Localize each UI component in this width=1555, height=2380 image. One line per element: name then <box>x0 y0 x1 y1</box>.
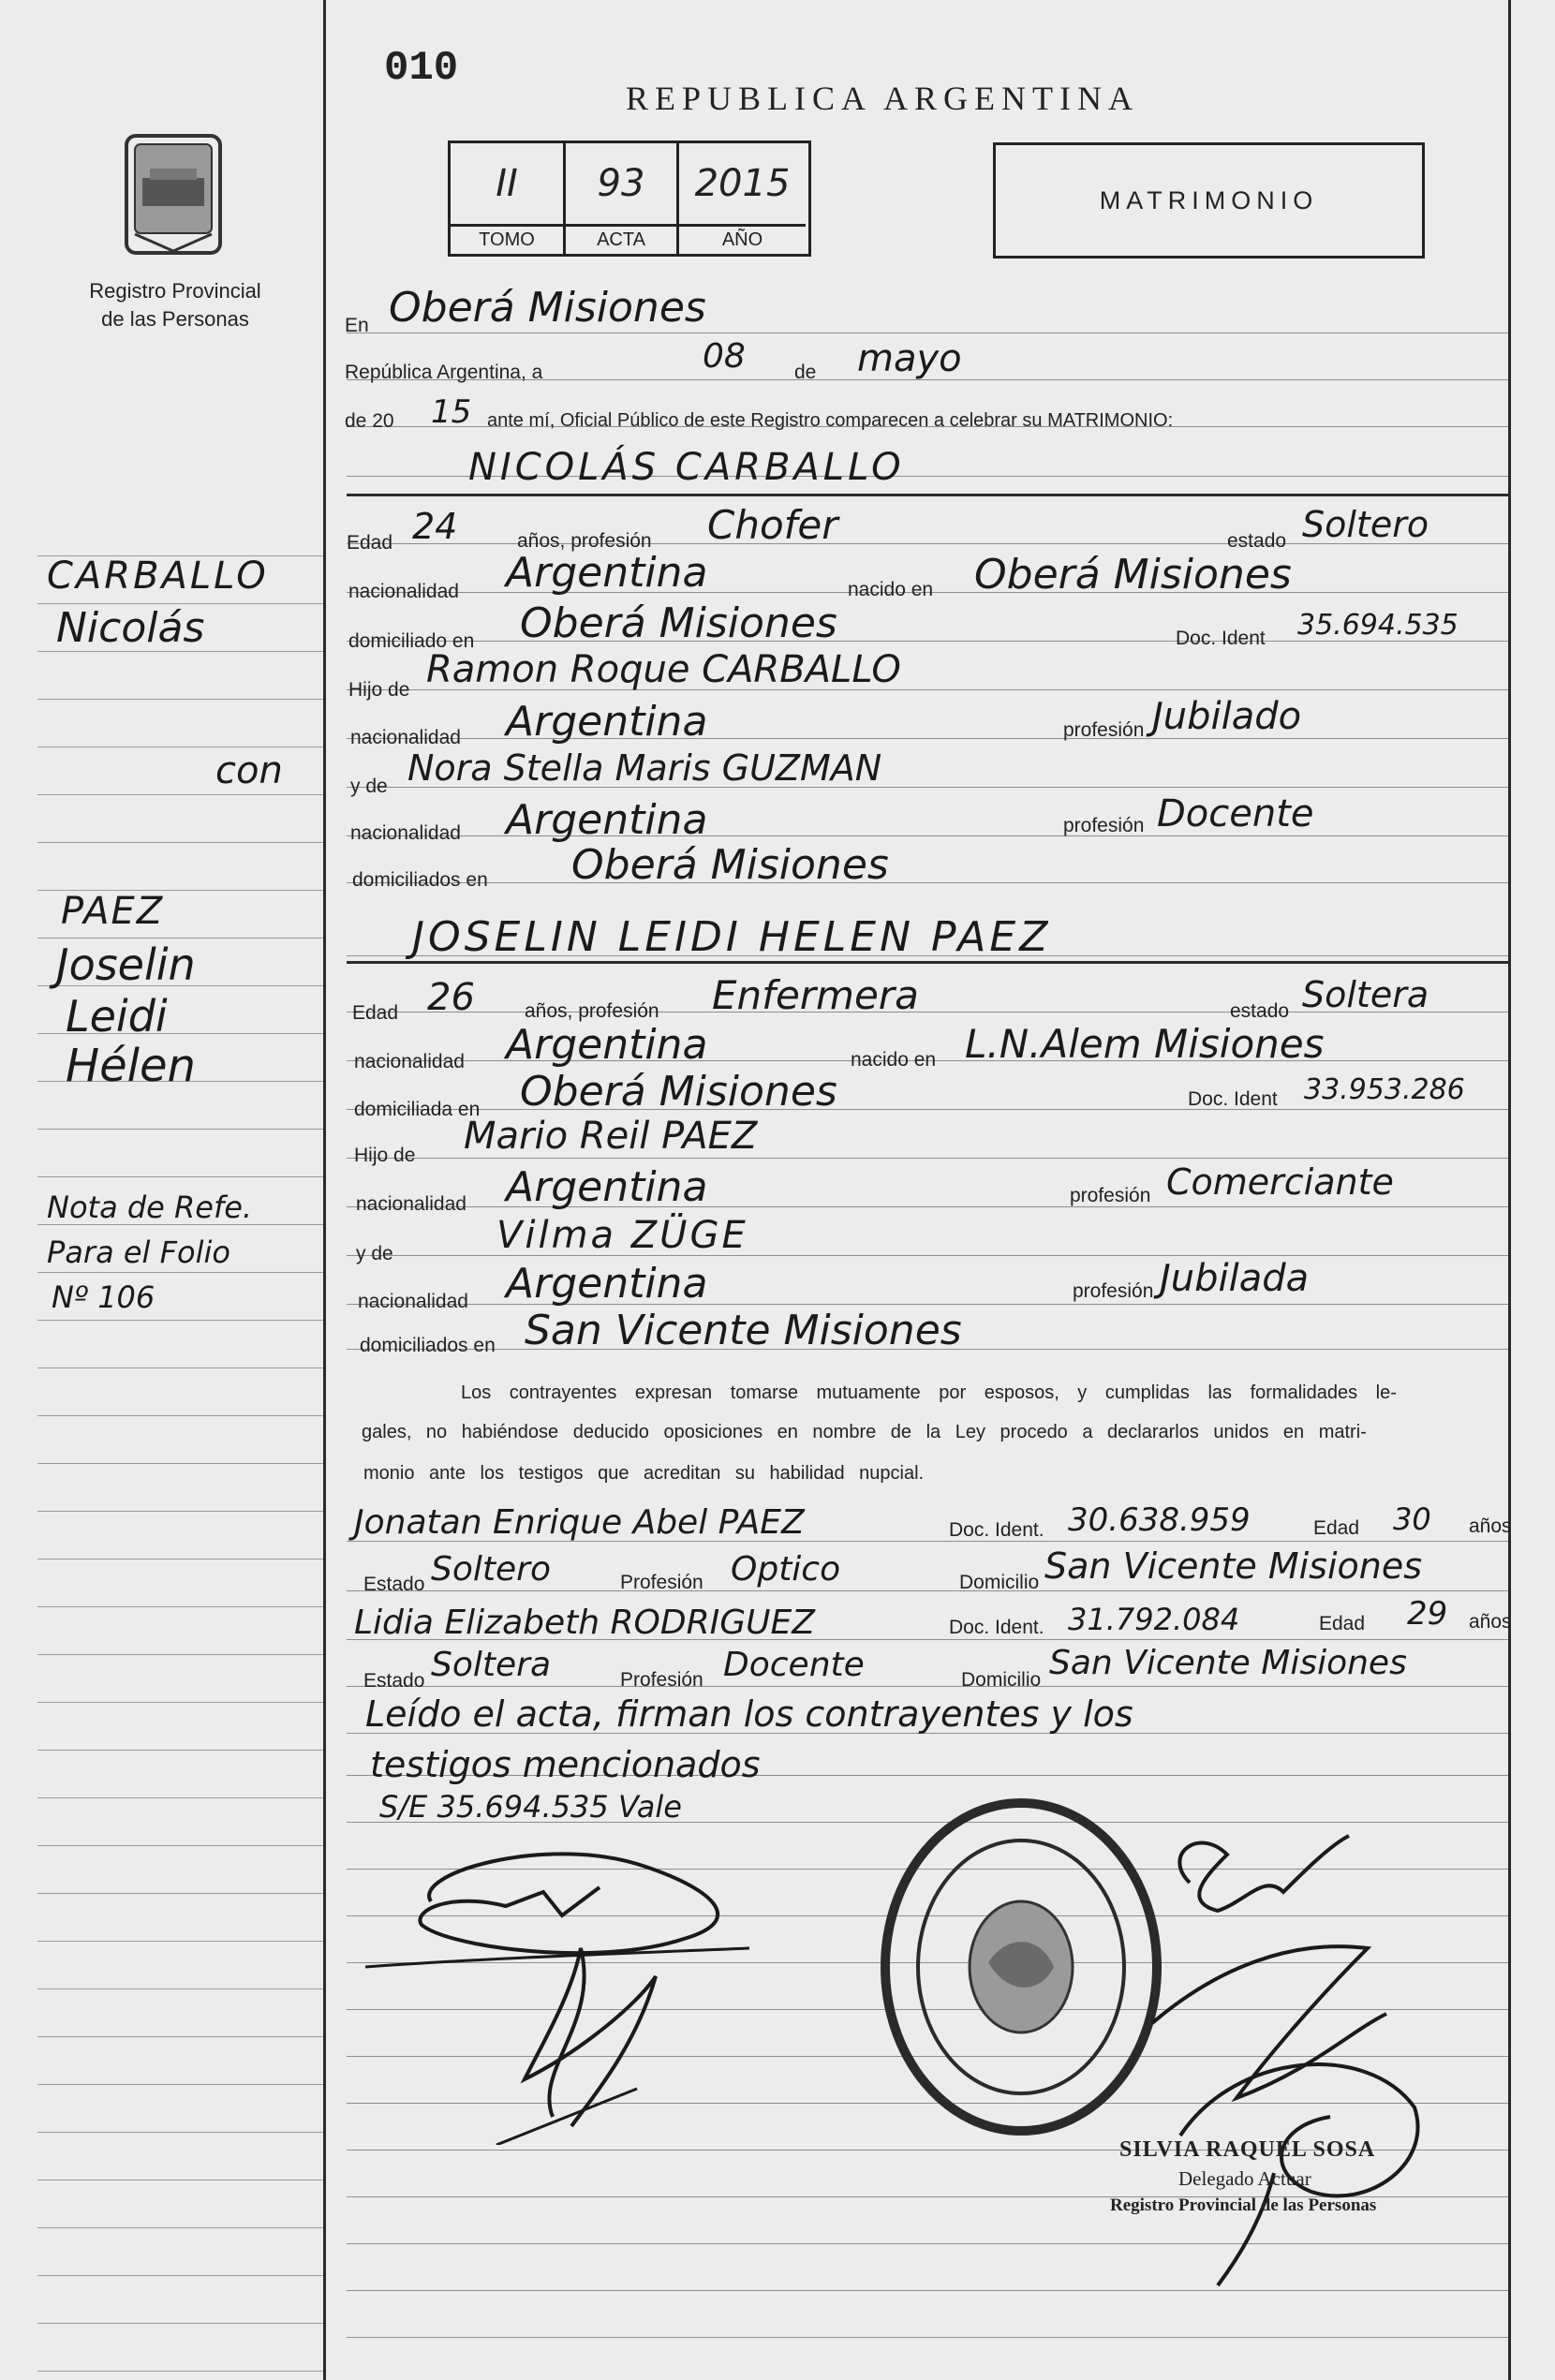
margin-rule-line <box>37 2371 323 2372</box>
witness2-anos-label: años <box>1469 1611 1512 1633</box>
bride-domicilio: Oberá Misiones <box>520 1068 837 1116</box>
groom-nacionalidad-label: nacionalidad <box>348 581 459 602</box>
body-rule-line <box>347 882 1508 883</box>
intro-text: ante mí, Oficial Público de este Registro comparecen a celebrar su MATRIMONIO: <box>487 410 1174 431</box>
groom-doc: 35.694.535 <box>1297 609 1459 642</box>
section-divider-bride <box>347 961 1508 964</box>
declaration-line-2: gales, no habiéndose deducido oposiciones en nombre de la Ley procedo a declararlos unidos en matri- <box>362 1422 1367 1442</box>
bride-nacionalidad-label: nacionalidad <box>354 1051 465 1072</box>
margin-name-bride-2: Leidi <box>66 991 168 1042</box>
bride-padre-prof-label: profesión <box>1070 1185 1151 1206</box>
witness2-name: Lidia Elizabeth RODRIGUEZ <box>354 1604 815 1642</box>
bride-madre-prof-label: profesión <box>1073 1280 1154 1302</box>
witness1-profesion-label: Profesión <box>620 1572 703 1593</box>
margin-rule-line <box>37 2084 323 2085</box>
country-title: REPUBLICA ARGENTINA <box>626 80 1140 117</box>
anio-value: 2015 <box>694 162 791 205</box>
bride-padre-nac-label: nacionalidad <box>356 1193 466 1215</box>
closing-line-1: Leído el acta, firman los contrayentes y los <box>365 1693 1133 1735</box>
official-registry: Registro Provincial de las Personas <box>1110 2195 1377 2215</box>
margin-rule-line <box>37 1893 323 1894</box>
groom-nacido-label: nacido en <box>848 579 934 600</box>
margin-rule-line <box>37 1845 323 1846</box>
provincial-crest-logo <box>122 131 225 258</box>
margin-rule-line <box>37 2227 323 2228</box>
body-rule-line <box>347 2337 1508 2338</box>
bride-anos-profesion-label: años, profesión <box>525 1000 659 1022</box>
margin-note-3: Nº 106 <box>52 1279 156 1315</box>
bride-madre: Vilma ZÜGE <box>496 1214 748 1257</box>
declaration-line-1: Los contrayentes expresan tomarse mutuamente por esposos, y cumplidas las formalidades le- <box>461 1382 1397 1403</box>
groom-padres-domicilio: Oberá Misiones <box>571 841 889 889</box>
witness1-name: Jonatan Enrique Abel PAEZ <box>354 1503 805 1542</box>
document-type-box: MATRIMONIO <box>993 142 1425 259</box>
folio-number: 010 <box>384 45 459 92</box>
witness2-domicilio-label: Domicilio <box>961 1669 1042 1691</box>
tomo-acta-ano-box <box>448 140 811 257</box>
margin-rule-line <box>37 938 323 939</box>
bride-padre: Mario Reil PAEZ <box>464 1115 758 1158</box>
groom-edad-label: Edad <box>347 532 393 554</box>
witness2-dom: San Vicente Misiones <box>1049 1644 1407 1682</box>
groom-madre-nac-label: nacionalidad <box>350 822 461 844</box>
intro-year: 15 <box>431 393 472 431</box>
body-rule-line <box>347 1158 1508 1159</box>
witness2-profesion-label: Profesión <box>620 1669 703 1691</box>
groom-domiciliado-label: domiciliado en <box>348 630 475 652</box>
witness2-estado: Soltera <box>431 1646 552 1684</box>
groom-padre-nac: Argentina <box>506 698 708 746</box>
bride-nacido: L.N.Alem Misiones <box>965 1021 1325 1067</box>
bride-estado: Soltera <box>1302 974 1429 1015</box>
acta-label: ACTA <box>566 224 679 254</box>
intro-day: 08 <box>703 337 746 376</box>
margin-rule-line <box>37 1654 323 1655</box>
margin-rule-line <box>37 2036 323 2037</box>
margin-rule-line <box>37 1367 323 1368</box>
groom-madre-prof-label: profesión <box>1063 815 1145 836</box>
bride-yde-label: y de <box>356 1243 393 1264</box>
groom-nacionalidad: Argentina <box>506 549 708 597</box>
bride-domiciliada-label: domiciliada en <box>354 1099 481 1120</box>
margin-rule-line <box>37 1559 323 1560</box>
groom-madre: Nora Stella Maris GUZMAN <box>407 747 882 789</box>
bride-padres-domicilio: San Vicente Misiones <box>525 1307 962 1354</box>
anio-label: AÑO <box>679 224 806 254</box>
right-border <box>1508 0 1511 2380</box>
witness2-doc-label: Doc. Ident. <box>949 1617 1044 1638</box>
witness1-dom: San Vicente Misiones <box>1044 1545 1423 1587</box>
margin-con: con <box>215 749 283 792</box>
year-prefix: de 20 <box>345 410 394 432</box>
groom-yde-label: y de <box>350 776 388 797</box>
witness2-estado-label: Estado <box>363 1670 425 1692</box>
witness-and-official-signatures <box>1124 1817 1461 2304</box>
margin-rule-line <box>37 842 323 843</box>
margin-rule-line <box>37 2275 323 2276</box>
groom-nacido: Oberá Misiones <box>974 551 1292 599</box>
intro-month: mayo <box>857 337 962 380</box>
bride-hijo-label: Hijo de <box>354 1145 416 1166</box>
margin-rule-line <box>37 1797 323 1798</box>
bride-padre-nac: Argentina <box>506 1163 708 1211</box>
margin-rule-line <box>37 1463 323 1464</box>
margin-divider <box>323 0 326 2380</box>
groom-padre: Ramon Roque CARBALLO <box>426 648 901 691</box>
witness1-anos-label: años <box>1469 1515 1512 1537</box>
official-title: Delegado Actuar <box>1178 2167 1311 2190</box>
margin-rule-line <box>37 2323 323 2324</box>
witness1-doc-label: Doc. Ident. <box>949 1519 1044 1541</box>
groom-madre-nac: Argentina <box>506 796 708 844</box>
margin-surname-bride: PAEZ <box>61 890 165 933</box>
groom-profesion: Chofer <box>707 502 838 548</box>
witness1-edad-label: Edad <box>1313 1517 1360 1539</box>
margin-rule-line <box>37 1415 323 1416</box>
bride-profesion: Enfermera <box>712 972 919 1018</box>
margin-rule-line <box>37 699 323 700</box>
bride-doc-label: Doc. Ident <box>1188 1088 1278 1110</box>
margin-rule-line <box>37 1988 323 1989</box>
bride-domiciliados-label: domiciliados en <box>360 1335 496 1356</box>
groom-padre-prof: Jubilado <box>1152 695 1302 738</box>
official-name: SILVIA RAQUEL SOSA <box>1119 2137 1376 2162</box>
witness2-doc: 31.792.084 <box>1068 1602 1240 1637</box>
margin-rule-line <box>37 1129 323 1130</box>
margin-name-groom: Nicolás <box>56 604 205 652</box>
registry-line-1: Registro Provincial <box>89 279 261 303</box>
official-seal-stamp <box>876 1794 1166 2140</box>
groom-domiciliados-label: domiciliados en <box>352 869 488 891</box>
closing-line-3: S/E 35.694.535 Vale <box>379 1789 682 1825</box>
witness1-edad: 30 <box>1393 1501 1431 1537</box>
intro-de-label: de <box>794 362 817 383</box>
margin-surname-groom: CARBALLO <box>47 554 269 598</box>
witness1-domicilio-label: Domicilio <box>959 1572 1040 1593</box>
bride-madre-prof: Jubilada <box>1160 1257 1310 1300</box>
groom-estado: Soltero <box>1302 504 1429 545</box>
body-rule-line <box>347 1590 1508 1591</box>
bride-edad-label: Edad <box>352 1002 399 1024</box>
registry-line-2: de las Personas <box>101 307 249 331</box>
groom-padre-prof-label: profesión <box>1063 719 1145 741</box>
groom-domicilio: Oberá Misiones <box>520 599 837 647</box>
margin-rule-line <box>37 1941 323 1942</box>
contrayente-signatures <box>356 1836 843 2145</box>
tomo-value: II <box>451 143 566 224</box>
margin-rule-line <box>37 1511 323 1512</box>
groom-edad: 24 <box>412 506 458 547</box>
bride-madre-nac: Argentina <box>506 1260 708 1308</box>
margin-rule-line <box>37 1750 323 1751</box>
witness1-doc: 30.638.959 <box>1068 1501 1251 1539</box>
margin-rule-line <box>37 794 323 795</box>
margin-rule-line <box>37 1606 323 1607</box>
witness1-prof: Optico <box>731 1550 841 1589</box>
margin-name-bride-1: Joselin <box>56 939 196 990</box>
bride-nacido-label: nacido en <box>851 1049 937 1071</box>
registry-name <box>58 277 292 333</box>
bride-nacionalidad: Argentina <box>506 1021 708 1069</box>
margin-note-2: Para el Folio <box>47 1234 230 1270</box>
margin-name-bride-3: Hélen <box>66 1040 196 1092</box>
margin-rule-line <box>37 1702 323 1703</box>
bride-edad: 26 <box>427 976 475 1019</box>
groom-full-name: NICOLÁS CARBALLO <box>468 446 905 489</box>
groom-anos-profesion-label: años, profesión <box>517 530 652 552</box>
en-label: En <box>345 315 369 336</box>
bride-estado-label: estado <box>1230 1000 1290 1022</box>
margin-rule-line <box>37 2132 323 2133</box>
witness2-edad: 29 <box>1407 1595 1448 1633</box>
margin-note-1: Nota de Refe. <box>47 1190 253 1225</box>
closing-line-2: testigos mencionados <box>370 1744 761 1785</box>
groom-doc-label: Doc. Ident <box>1176 628 1266 649</box>
acta-value: 93 <box>566 143 679 224</box>
groom-hijo-label: Hijo de <box>348 679 410 701</box>
witness1-estado: Soltero <box>431 1550 551 1589</box>
witness2-prof: Docente <box>723 1646 865 1684</box>
bride-full-name: JOSELIN LEIDI HELEN PAEZ <box>412 913 1052 961</box>
groom-padre-nac-label: nacionalidad <box>350 727 461 748</box>
bride-doc: 33.953.286 <box>1304 1073 1465 1106</box>
section-divider-groom <box>347 494 1508 496</box>
groom-estado-label: estado <box>1227 530 1287 552</box>
body-rule-line <box>347 1686 1508 1687</box>
groom-madre-prof: Docente <box>1157 792 1314 835</box>
bride-padre-prof: Comerciante <box>1166 1161 1394 1203</box>
republica-label: República Argentina, a <box>345 362 543 383</box>
margin-rule-line <box>37 1272 323 1273</box>
witness1-estado-label: Estado <box>363 1574 425 1595</box>
margin-rule-line <box>37 1320 323 1321</box>
bride-madre-nac-label: nacionalidad <box>358 1291 468 1312</box>
witness2-edad-label: Edad <box>1319 1613 1366 1634</box>
margin-rule-line <box>37 1176 323 1177</box>
tomo-label: TOMO <box>451 224 566 254</box>
intro-place: Oberá Misiones <box>389 284 706 332</box>
declaration-line-3: monio ante los testigos que acreditan su habilidad nupcial. <box>363 1463 925 1484</box>
